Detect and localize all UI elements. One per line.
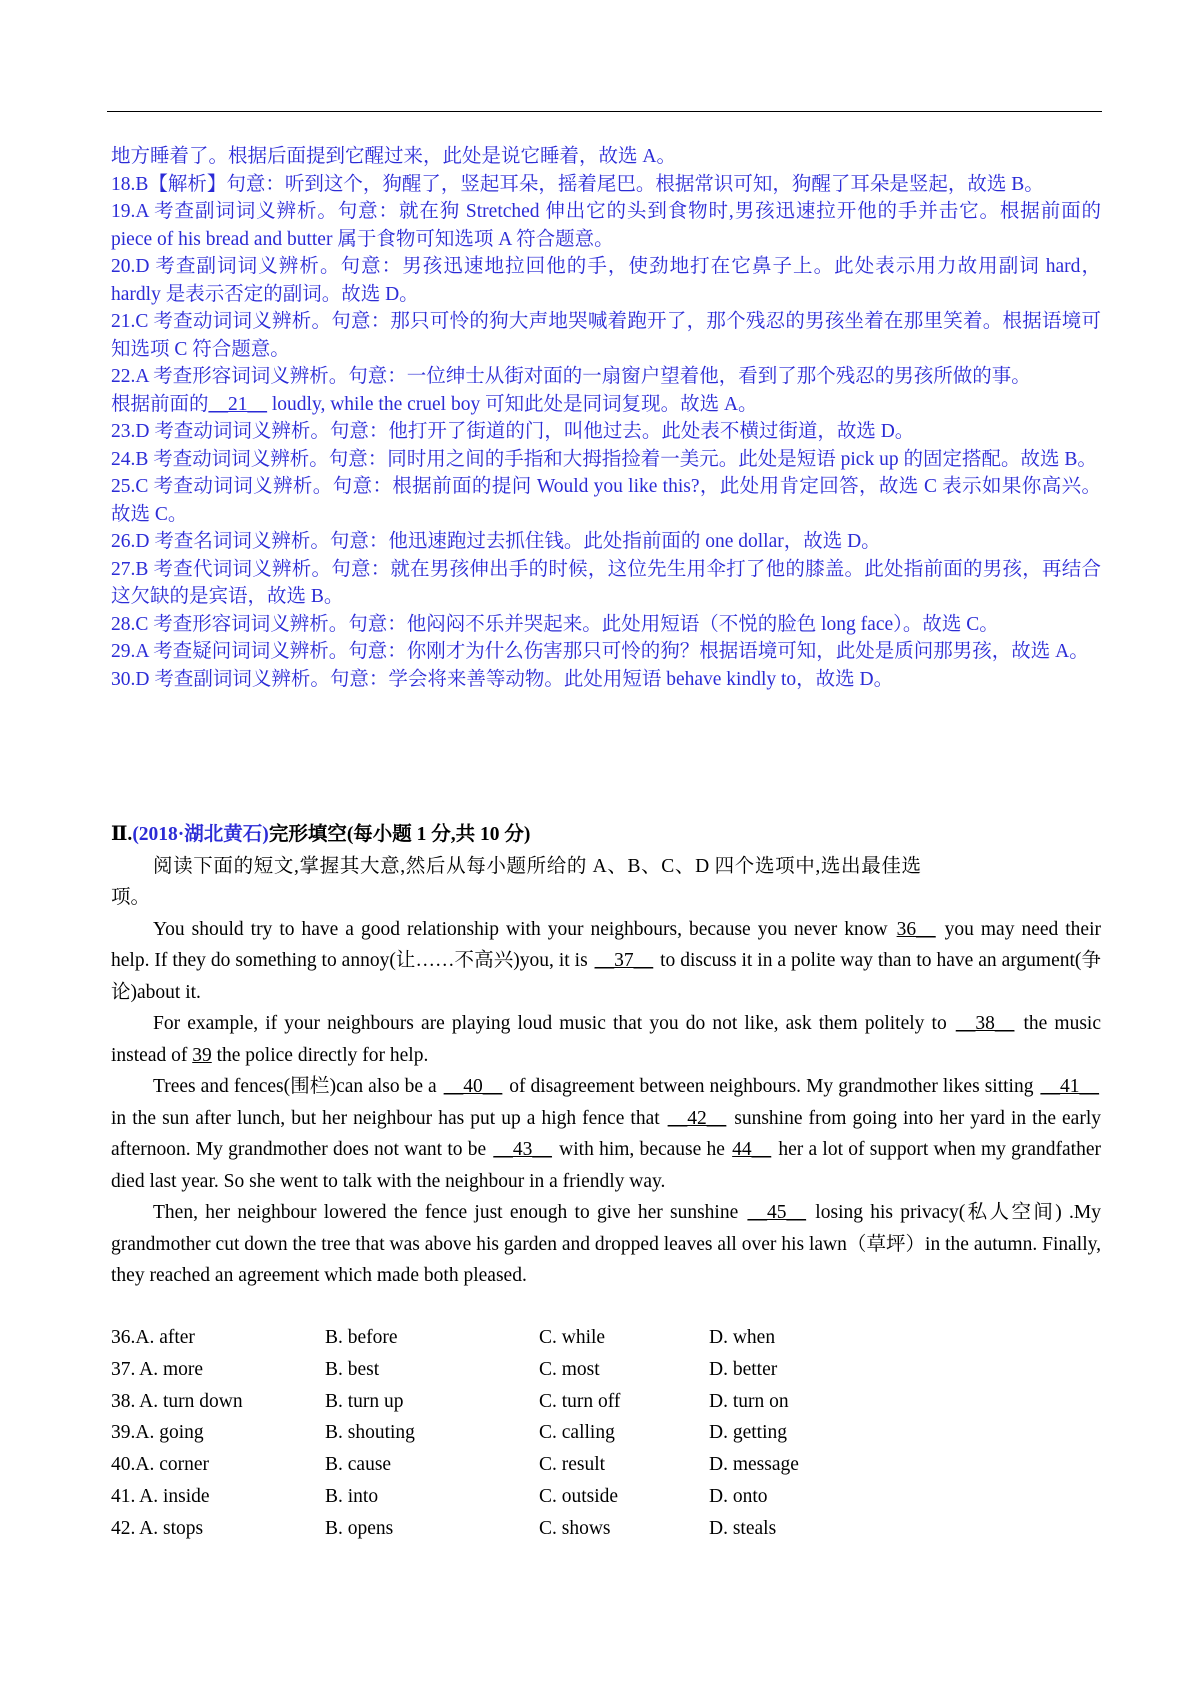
cloze-section <box>111 819 1101 1292</box>
section-instruction: 阅读下面的短文,掌握其大意,然后从每小题所给的 A、B、C、D 四个选项中,选出最佳选项。 <box>111 855 921 908</box>
answer-20: 20.D 考查副词词义辨析。句意：男孩迅速地拉回他的手，使劲地打在它鼻子上。此处表示用力故用副词 hard，hardly 是表示否定的副词。故选 D。 <box>111 256 1101 305</box>
option-40-b: B. cause <box>325 1454 392 1476</box>
option-row-38 <box>111 1386 1101 1418</box>
answer-options <box>111 1322 1101 1545</box>
option-row-42 <box>111 1513 1101 1545</box>
option-36-c: C. while <box>539 1327 606 1348</box>
section-source: (2018·湖北黄石) <box>132 824 269 845</box>
option-38-d: D. turn on <box>709 1390 789 1412</box>
answer-22: 22.A 考查形容词词义辨析。句意：一位绅士从街对面的一扇窗户望着他，看到了那个残忍的男孩所做的事。 <box>111 366 1031 387</box>
option-40-d: D. message <box>709 1454 799 1476</box>
blank-43: __43__ <box>493 1139 552 1160</box>
passage-paragraph-1: You should try to have a good relationship with your neighbours, because you never know 36__ you may need their help. If they do something to annoy(让……不高兴)you, it is __37__ to discuss it in a polite way than to have an argument(争论)about it. <box>111 918 1101 1003</box>
blank-40: __40__ <box>443 1076 503 1097</box>
answer-25: 25.C 考查动词词义辨析。句意：根据前面的提问 Would you like this?，此处用肯定回答，故选 C 表示如果你高兴。故选 C。 <box>111 476 1101 525</box>
option-41-c: C. outside <box>539 1485 619 1507</box>
option-40-c: C. result <box>539 1454 606 1476</box>
header-rule <box>107 111 1102 112</box>
option-39-a: 39.A. going <box>111 1422 204 1444</box>
option-40-a: 40.A. corner <box>111 1454 210 1476</box>
option-38-a: 38. A. turn down <box>111 1390 243 1412</box>
option-36-a: 36.A. after <box>111 1327 195 1348</box>
passage-paragraph-2: For example, if your neighbours are playing loud music that you do not like, ask them politely to __38__ the music instead of 39 the police directly for help. <box>111 1013 1101 1066</box>
blank-42: __42__ <box>667 1107 727 1129</box>
option-39-d: D. getting <box>709 1422 787 1444</box>
option-row-36 <box>111 1322 1101 1354</box>
answer-27: 27.B 考查代词词义辨析。句意：就在男孩伸出手的时候，这位先生用伞打了他的膝盖。此处指前面的男孩，再结合这欠缺的是宾语，故选 B。 <box>111 558 1101 607</box>
option-37-c: C. most <box>539 1358 600 1380</box>
option-37-a: 37. A. more <box>111 1358 204 1380</box>
option-37-d: D. better <box>709 1358 778 1380</box>
answer-17-continued: 地方睡着了。根据后面提到它醒过来，此处是说它睡着，故选 A。 <box>111 146 676 167</box>
option-41-d: D. onto <box>709 1485 768 1507</box>
answer-19: 19.A 考查副词词义辨析。句意：就在狗 Stretched 伸出它的头到食物时,男孩迅速拉开他的手并击它。根据前面的 piece of his bread and butter 属于食物可知选项 A 符合题意。 <box>111 201 1101 250</box>
section-title: Ⅱ.(2018·湖北黄石)完形填空(每小题 1 分,共 10 分) <box>111 824 531 845</box>
option-42-d: D. steals <box>709 1517 777 1539</box>
option-41-a: 41. A. inside <box>111 1485 210 1507</box>
answer-28: 28.C 考查形容词词义辨析。句意：他闷闷不乐并哭起来。此处用短语（不悦的脸色 long face）。故选 C。 <box>111 613 999 635</box>
blank-41: __41__ <box>1040 1076 1099 1097</box>
option-row-39 <box>111 1417 1101 1449</box>
answer-21: 21.C 考查动词词义辨析。句意：那只可怜的狗大声地哭喊着跑开了，那个残忍的男孩坐着在那里笑着。根据语境可知选项 C 符合题意。 <box>111 311 1101 360</box>
answer-24: 24.B 考查动词词义辨析。句意：同时用之间的手指和大拇指捡着一美元。此处是短语 pick up 的固定搭配。故选 B。 <box>111 448 1097 470</box>
option-row-40 <box>111 1449 1101 1481</box>
blank-39: 39 <box>192 1044 212 1066</box>
option-41-b: B. into <box>325 1485 379 1507</box>
blank-37: __37__ <box>594 950 654 971</box>
option-row-41 <box>111 1481 1101 1513</box>
blank-38: __38__ <box>955 1013 1015 1034</box>
blank-21: __21__ <box>208 393 268 415</box>
option-42-a: 42. A. stops <box>111 1517 204 1539</box>
answer-22-line2: 根据前面的__21__ loudly, while the cruel boy 可知此处是同词复现。故选 A。 <box>111 393 758 415</box>
option-row-37 <box>111 1354 1101 1386</box>
answer-26: 26.D 考查名词词义辨析。句意：他迅速跑过去抓住钱。此处指前面的 one dollar，故选 D。 <box>111 531 881 552</box>
passage-paragraph-4: Then, her neighbour lowered the fence just enough to give her sunshine __45__ losing his privacy(私人空间) .My grandmother cut down the tree that was above his garden and dropped leaves all over his lawn（草坪）in the autumn. Finally, they reached an agreement which made both pleased. <box>111 1202 1101 1286</box>
option-36-b: B. before <box>325 1327 398 1348</box>
option-38-c: C. turn off <box>539 1390 621 1412</box>
option-39-c: C. calling <box>539 1422 615 1444</box>
option-36-d: D. when <box>709 1327 776 1348</box>
passage-paragraph-3: Trees and fences(围栏)can also be a __40__ of disagreement between neighbours. My grandmother likes sitting __41__ in the sun after lunch, but her neighbour has put up a high fence that __42__ sunshine from going into her yard in the early afternoon. My grandmother does not want to be __43__ with him, because he 44__ her a lot of support when my grandfather died last year. So she went to talk with the neighbour in a friendly way. <box>111 1076 1102 1192</box>
answer-29: 29.A 考查疑问词词义辨析。句意：你刚才为什么伤害那只可怜的狗？根据语境可知，此处是质问那男孩，故选 A。 <box>111 641 1089 662</box>
option-42-c: C. shows <box>539 1517 611 1539</box>
answer-18: 18.B【解析】句意：听到这个，狗醒了，竖起耳朵，摇着尾巴。根据常识可知，狗醒了耳朵是竖起，故选 B。 <box>111 173 1044 195</box>
answer-23: 23.D 考查动词词义辨析。句意：他打开了街道的门，叫他过去。此处表不横过街道，故选 D。 <box>111 421 915 442</box>
blank-45: __45__ <box>747 1202 807 1223</box>
option-38-b: B. turn up <box>325 1390 404 1412</box>
answer-30: 30.D 考查副词词义辨析。句意：学会将来善等动物。此处用短语 behave kindly to，故选 D。 <box>111 668 894 690</box>
option-42-b: B. opens <box>325 1517 394 1539</box>
blank-36: 36__ <box>896 918 936 940</box>
answer-explanations <box>111 143 1101 693</box>
option-37-b: B. best <box>325 1358 380 1380</box>
blank-44: 44__ <box>732 1139 772 1160</box>
option-39-b: B. shouting <box>325 1422 415 1444</box>
